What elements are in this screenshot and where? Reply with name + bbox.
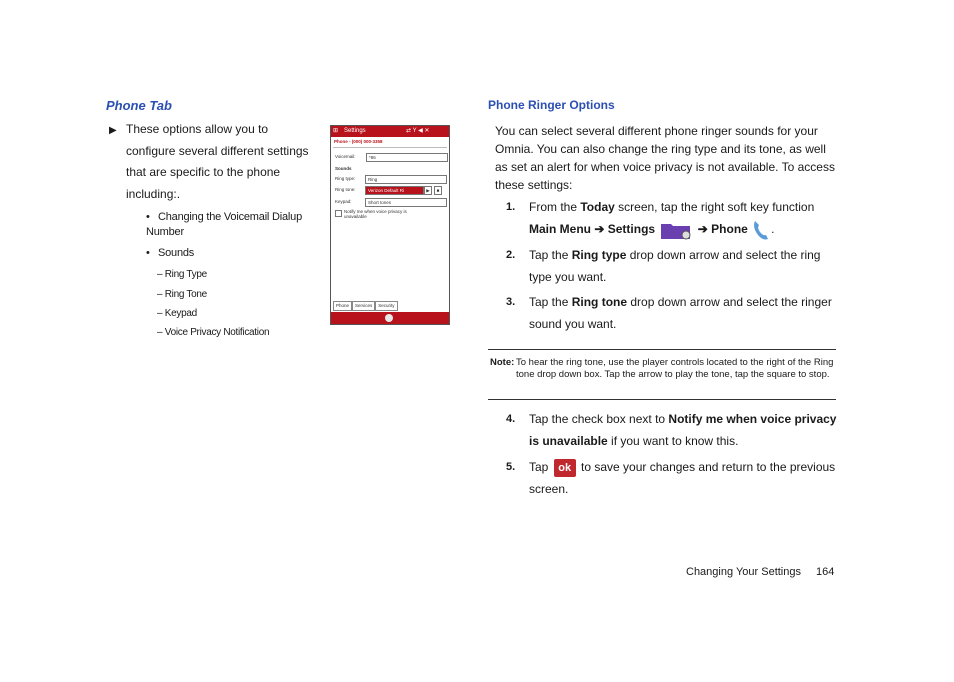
bullet-dot-icon: •	[146, 247, 150, 259]
sub-item: – Ring Type	[157, 269, 207, 280]
phone-soft-key-bar	[331, 312, 449, 324]
windows-flag-icon: ⊞	[333, 128, 339, 134]
play-icon[interactable]: ▶	[424, 186, 432, 195]
tab-services[interactable]: Services	[352, 301, 375, 311]
voicemail-field[interactable]: *86	[366, 153, 448, 162]
keypad-label: Keypad:	[335, 199, 352, 204]
sounds-label: Sounds	[335, 166, 352, 171]
bullet-text: Changing the Voicemail Dialup Number	[146, 211, 303, 238]
page-number: 164	[816, 566, 835, 578]
bullet-item	[146, 246, 194, 261]
bullet-item	[146, 210, 306, 240]
phone-number: Phone - (000) 000-3358	[334, 139, 383, 144]
stop-icon[interactable]: ■	[434, 186, 442, 195]
phone-tab-heading: Phone Tab	[106, 98, 172, 113]
bullet-text: Sounds	[158, 247, 195, 259]
phone-title: Settings	[344, 128, 366, 134]
note-label: Note:	[490, 357, 515, 368]
sub-item: – Voice Privacy Notification	[157, 327, 270, 338]
ring-type-label: Ring type:	[335, 176, 356, 181]
phone-tabs	[333, 301, 398, 310]
notify-checkbox[interactable]	[335, 210, 342, 217]
ring-tone-select[interactable]: Verizon Default Ri	[365, 186, 424, 195]
phone-tab-intro: These options allow you to configure several different settings that are specific to the phone including:.	[126, 122, 309, 201]
settings-folder-icon	[660, 220, 692, 240]
footer-section: Changing Your Settings	[686, 566, 801, 578]
step-2: 2. Tap the Ring type drop down arrow and select the ring type you want.	[506, 248, 821, 284]
step-5: 5. Tap ok to save your changes and return to the previous screen.	[506, 460, 836, 496]
ringer-intro: You can select several different phone ringer sounds for your Omnia. You can also change the ring type and its tone, as well as set an alert for when voice privacy is not available. To access these settings:	[495, 124, 835, 192]
step-4: 4. Tap the check box next to Notify me when voice privacy is unavailable if you want to know this.	[506, 412, 837, 448]
note-text: To hear the ring tone, use the player controls located to the right of the Ring tone drop down box. Tap the arrow to play the tone, tap the square to stop.	[516, 357, 834, 380]
tab-security[interactable]: Security	[375, 301, 397, 311]
status-icons: ⇄ Y ◀ ✕	[406, 128, 430, 134]
bullet-dot-icon: •	[146, 211, 150, 223]
phone-handset-icon	[751, 219, 771, 241]
triangle-bullet-icon: ▶	[109, 125, 117, 136]
ring-tone-label: Ring tone:	[335, 187, 356, 192]
sub-item: – Ring Tone	[157, 289, 207, 300]
voicemail-label: Voicemail:	[335, 154, 356, 159]
ring-type-select[interactable]: Ring	[365, 175, 447, 184]
keypad-select[interactable]: Short tones	[365, 198, 447, 207]
note-top-rule	[488, 349, 836, 350]
phone-title-bar	[331, 126, 449, 137]
ringer-options-heading: Phone Ringer Options	[488, 98, 615, 112]
phone-settings-screenshot	[330, 125, 450, 325]
tab-phone[interactable]: Phone	[333, 301, 352, 311]
ok-button-icon: ok	[554, 459, 576, 477]
step-1: 1. From the Today screen, tap the right soft key function Main Menu ➔ Settings ➔ Phone .	[506, 196, 841, 246]
keyboard-icon[interactable]	[385, 314, 393, 322]
sub-item: – Keypad	[157, 308, 197, 319]
step-3: 3. Tap the Ring tone drop down arrow and select the ringer sound you want.	[506, 295, 832, 331]
note-bottom-rule	[488, 399, 836, 400]
notify-label: Notify me when voice privacy is unavailable	[344, 209, 407, 219]
